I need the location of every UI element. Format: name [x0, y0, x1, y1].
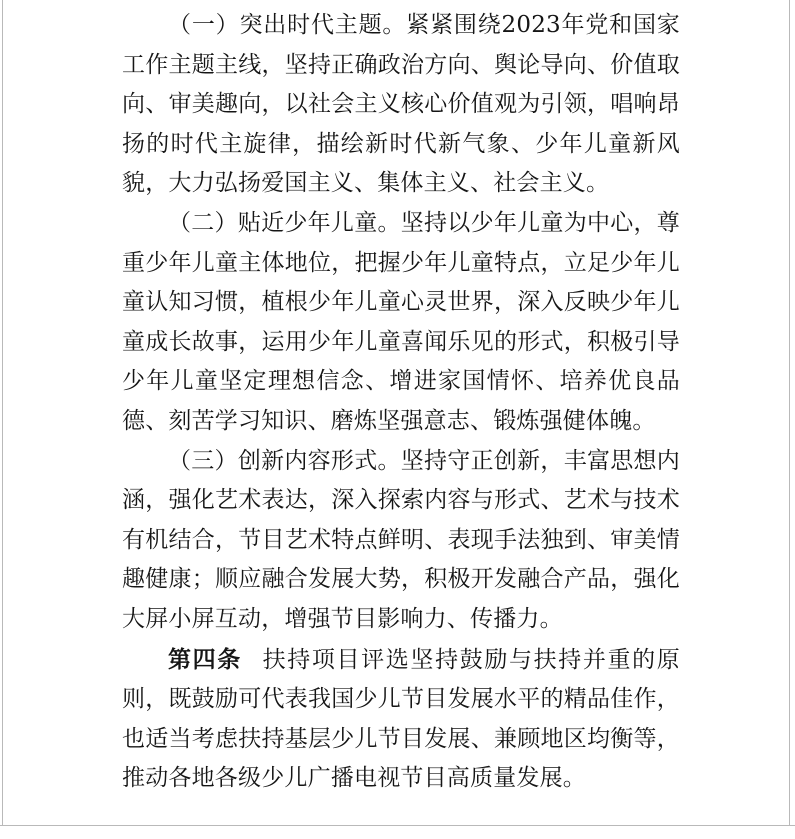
paragraph-text: （三）创新内容形式。坚持守正创新，丰富思想内涵，强化艺术表达，深入探索内容与形式、艺术与技术有机结合，节目艺术特点鲜明、表现手法独到、审美情趣健康；顺应融合发展大势，积极开发融合产品，强化大屏小屏互动，增强节目影响力、传播力。 [122, 447, 680, 632]
paragraph-text: （二）贴近少年儿童。坚持以少年儿童为中心，尊重少年儿童主体地位，把握少年儿童特点，立足少年儿童认知习惯，植根少年儿童心灵世界，深入反映少年儿童成长故事，运用少年儿童喜闻乐见的形式，积极引导少年儿童坚定理想信念、增进家国情怀、培养优良品德、刻苦学习知识、磨炼坚强意志、锻炼强健体魄。 [122, 209, 680, 434]
paragraph-item-3 [122, 442, 680, 640]
paragraph-text: （一）突出时代主题。紧紧围绕2023年党和国家工作主题主线，坚持正确政治方向、舆论导向、价值取向、审美趣向，以社会主义核心价值观为引领，唱响昂扬的时代主旋律，描绘新时代新气象、少年儿童新风貌，大力弘扬爱国主义、集体主义、社会主义。 [122, 12, 680, 197]
scan-edge-right [789, 0, 790, 826]
paragraph-text: 扶持项目评选坚持鼓励与扶持并重的原则，既鼓励可代表我国少儿节目发展水平的精品佳作，也适当考虑扶持基层少儿节目发展、兼顾地区均衡等，推动各地各级少儿广播电视节目高质量发展。 [122, 646, 680, 792]
article-number-bold: 第四条 [168, 645, 242, 673]
paragraph-item-4 [122, 640, 680, 799]
scan-edge-left [2, 0, 3, 826]
paragraph-item-2 [122, 204, 680, 442]
scan-edge-bottom [0, 825, 795, 826]
paragraph-item-1 [122, 6, 680, 204]
document-body [122, 6, 680, 799]
